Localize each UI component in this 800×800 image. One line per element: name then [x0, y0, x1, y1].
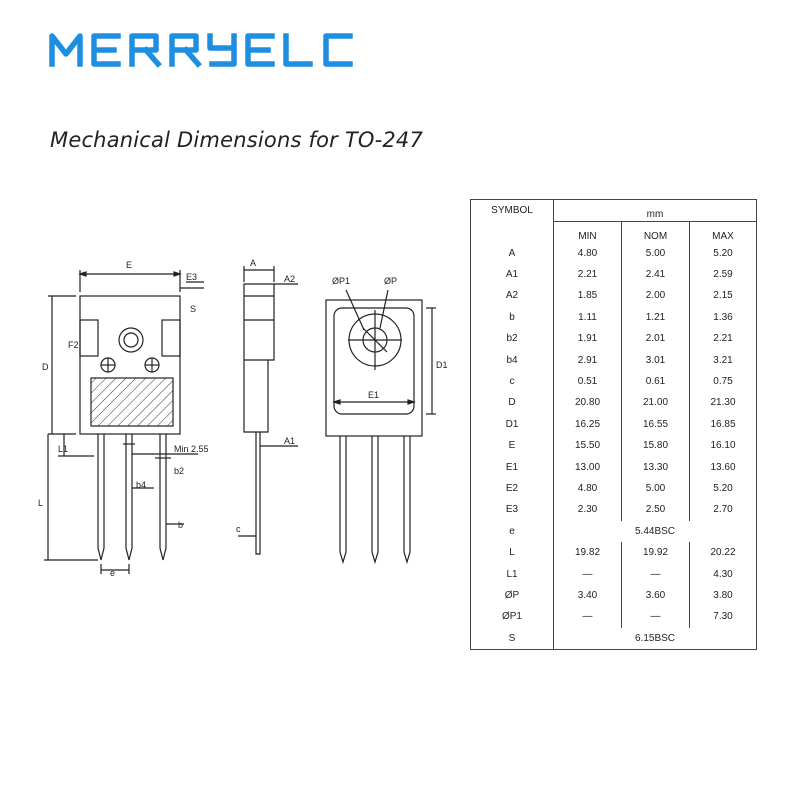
table-header-row	[471, 200, 757, 222]
table-row	[471, 500, 757, 521]
max-cell: 3.21	[690, 350, 757, 371]
unit-header: mm	[554, 200, 757, 222]
label-A2: A2	[284, 274, 296, 284]
min-cell: 19.82	[554, 542, 622, 563]
label-E3: E3	[186, 272, 198, 282]
label-c: c	[236, 524, 241, 534]
max-cell: 2.70	[690, 500, 757, 521]
table-row	[471, 264, 757, 285]
min-cell: 16.25	[554, 414, 622, 435]
symbol-cell: D	[471, 393, 554, 414]
max-cell: 20.22	[690, 542, 757, 563]
symbol-cell: E3	[471, 500, 554, 521]
label-D1: D1	[436, 360, 448, 370]
back-view	[326, 290, 436, 562]
symbol-cell: ØP	[471, 585, 554, 606]
label-L: L	[38, 498, 44, 508]
table-row	[471, 457, 757, 478]
label-F2: F2	[68, 340, 79, 350]
to247-package-drawing	[28, 248, 448, 578]
min-cell: 1.85	[554, 286, 622, 307]
max-cell: 2.15	[690, 286, 757, 307]
bsc-value-cell: 6.15BSC	[554, 628, 757, 650]
label-D: D	[42, 362, 49, 372]
symbol-cell: A2	[471, 286, 554, 307]
symbol-cell: L1	[471, 564, 554, 585]
label-A1: A1	[284, 436, 296, 446]
column-header-max: MAX	[690, 222, 757, 244]
min-cell: 1.11	[554, 307, 622, 328]
min-cell: 20.80	[554, 393, 622, 414]
table-row	[471, 243, 757, 264]
max-cell: 7.30	[690, 607, 757, 628]
nom-cell: 2.01	[622, 329, 690, 350]
max-cell: 4.30	[690, 564, 757, 585]
table-row	[471, 393, 757, 414]
table-row	[471, 350, 757, 371]
symbol-cell: E1	[471, 457, 554, 478]
nom-cell: 2.00	[622, 286, 690, 307]
table-row	[471, 564, 757, 585]
max-cell: 2.21	[690, 329, 757, 350]
max-cell: 1.36	[690, 307, 757, 328]
label-min-255: Min 2.55	[174, 444, 209, 454]
brand-logo	[48, 30, 378, 70]
min-cell: 2.91	[554, 350, 622, 371]
symbol-cell: E2	[471, 478, 554, 499]
nom-cell: 1.21	[622, 307, 690, 328]
min-cell: 3.40	[554, 585, 622, 606]
nom-cell: 15.80	[622, 436, 690, 457]
min-cell: 13.00	[554, 457, 622, 478]
nom-cell: 3.01	[622, 350, 690, 371]
table-row	[471, 307, 757, 328]
label-b: b	[178, 520, 184, 530]
symbol-cell: A1	[471, 264, 554, 285]
min-cell: 2.30	[554, 500, 622, 521]
nom-cell: 5.00	[622, 478, 690, 499]
min-cell: —	[554, 564, 622, 585]
max-cell: 16.10	[690, 436, 757, 457]
max-cell: 3.80	[690, 585, 757, 606]
bsc-value-cell: 5.44BSC	[554, 521, 757, 542]
symbol-cell: E	[471, 436, 554, 457]
nom-cell: 5.00	[622, 243, 690, 264]
symbol-cell: D1	[471, 414, 554, 435]
label-P1: ØP1	[332, 276, 351, 286]
symbol-cell: b2	[471, 329, 554, 350]
nom-cell: 19.92	[622, 542, 690, 563]
label-E: E	[126, 260, 133, 270]
nom-cell: 2.50	[622, 500, 690, 521]
label-A: A	[250, 258, 257, 268]
symbol-cell: ØP1	[471, 607, 554, 628]
column-header-nom: NOM	[622, 222, 690, 244]
max-cell: 16.85	[690, 414, 757, 435]
label-e: e	[110, 568, 116, 578]
nom-cell: 3.60	[622, 585, 690, 606]
table-row	[471, 371, 757, 392]
symbol-cell: A	[471, 243, 554, 264]
symbol-cell: b	[471, 307, 554, 328]
label-E1: E1	[368, 390, 380, 400]
label-P: ØP	[384, 276, 398, 286]
max-cell: 2.59	[690, 264, 757, 285]
symbol-cell: S	[471, 628, 554, 650]
max-cell: 5.20	[690, 478, 757, 499]
nom-cell: 2.41	[622, 264, 690, 285]
nom-cell: —	[622, 564, 690, 585]
side-view	[238, 266, 298, 554]
table-row	[471, 414, 757, 435]
label-b2: b2	[174, 466, 185, 476]
max-cell: 5.20	[690, 243, 757, 264]
symbol-header: SYMBOL	[471, 200, 554, 244]
min-cell: 15.50	[554, 436, 622, 457]
table-row	[471, 478, 757, 499]
table-row	[471, 607, 757, 628]
min-cell: 0.51	[554, 371, 622, 392]
min-cell: 4.80	[554, 478, 622, 499]
column-header-min: MIN	[554, 222, 622, 244]
min-cell: —	[554, 607, 622, 628]
dimension-table	[470, 199, 757, 650]
table-row	[471, 628, 757, 650]
nom-cell: 0.61	[622, 371, 690, 392]
min-cell: 1.91	[554, 329, 622, 350]
table-row	[471, 329, 757, 350]
table-row	[471, 585, 757, 606]
label-b4: b4	[136, 480, 147, 490]
label-S: S	[190, 304, 197, 314]
symbol-cell: L	[471, 542, 554, 563]
table-row	[471, 286, 757, 307]
symbol-cell: e	[471, 521, 554, 542]
nom-cell: 21.00	[622, 393, 690, 414]
min-cell: 2.21	[554, 264, 622, 285]
nom-cell: 13.30	[622, 457, 690, 478]
symbol-cell: c	[471, 371, 554, 392]
table-row	[471, 436, 757, 457]
max-cell: 21.30	[690, 393, 757, 414]
table-row	[471, 521, 757, 542]
page-title: Mechanical Dimensions for TO-247	[50, 128, 424, 152]
nom-cell: 16.55	[622, 414, 690, 435]
min-cell: 4.80	[554, 243, 622, 264]
max-cell: 0.75	[690, 371, 757, 392]
table-row	[471, 542, 757, 563]
label-L1: L1	[58, 444, 69, 454]
nom-cell: —	[622, 607, 690, 628]
max-cell: 13.60	[690, 457, 757, 478]
symbol-cell: b4	[471, 350, 554, 371]
